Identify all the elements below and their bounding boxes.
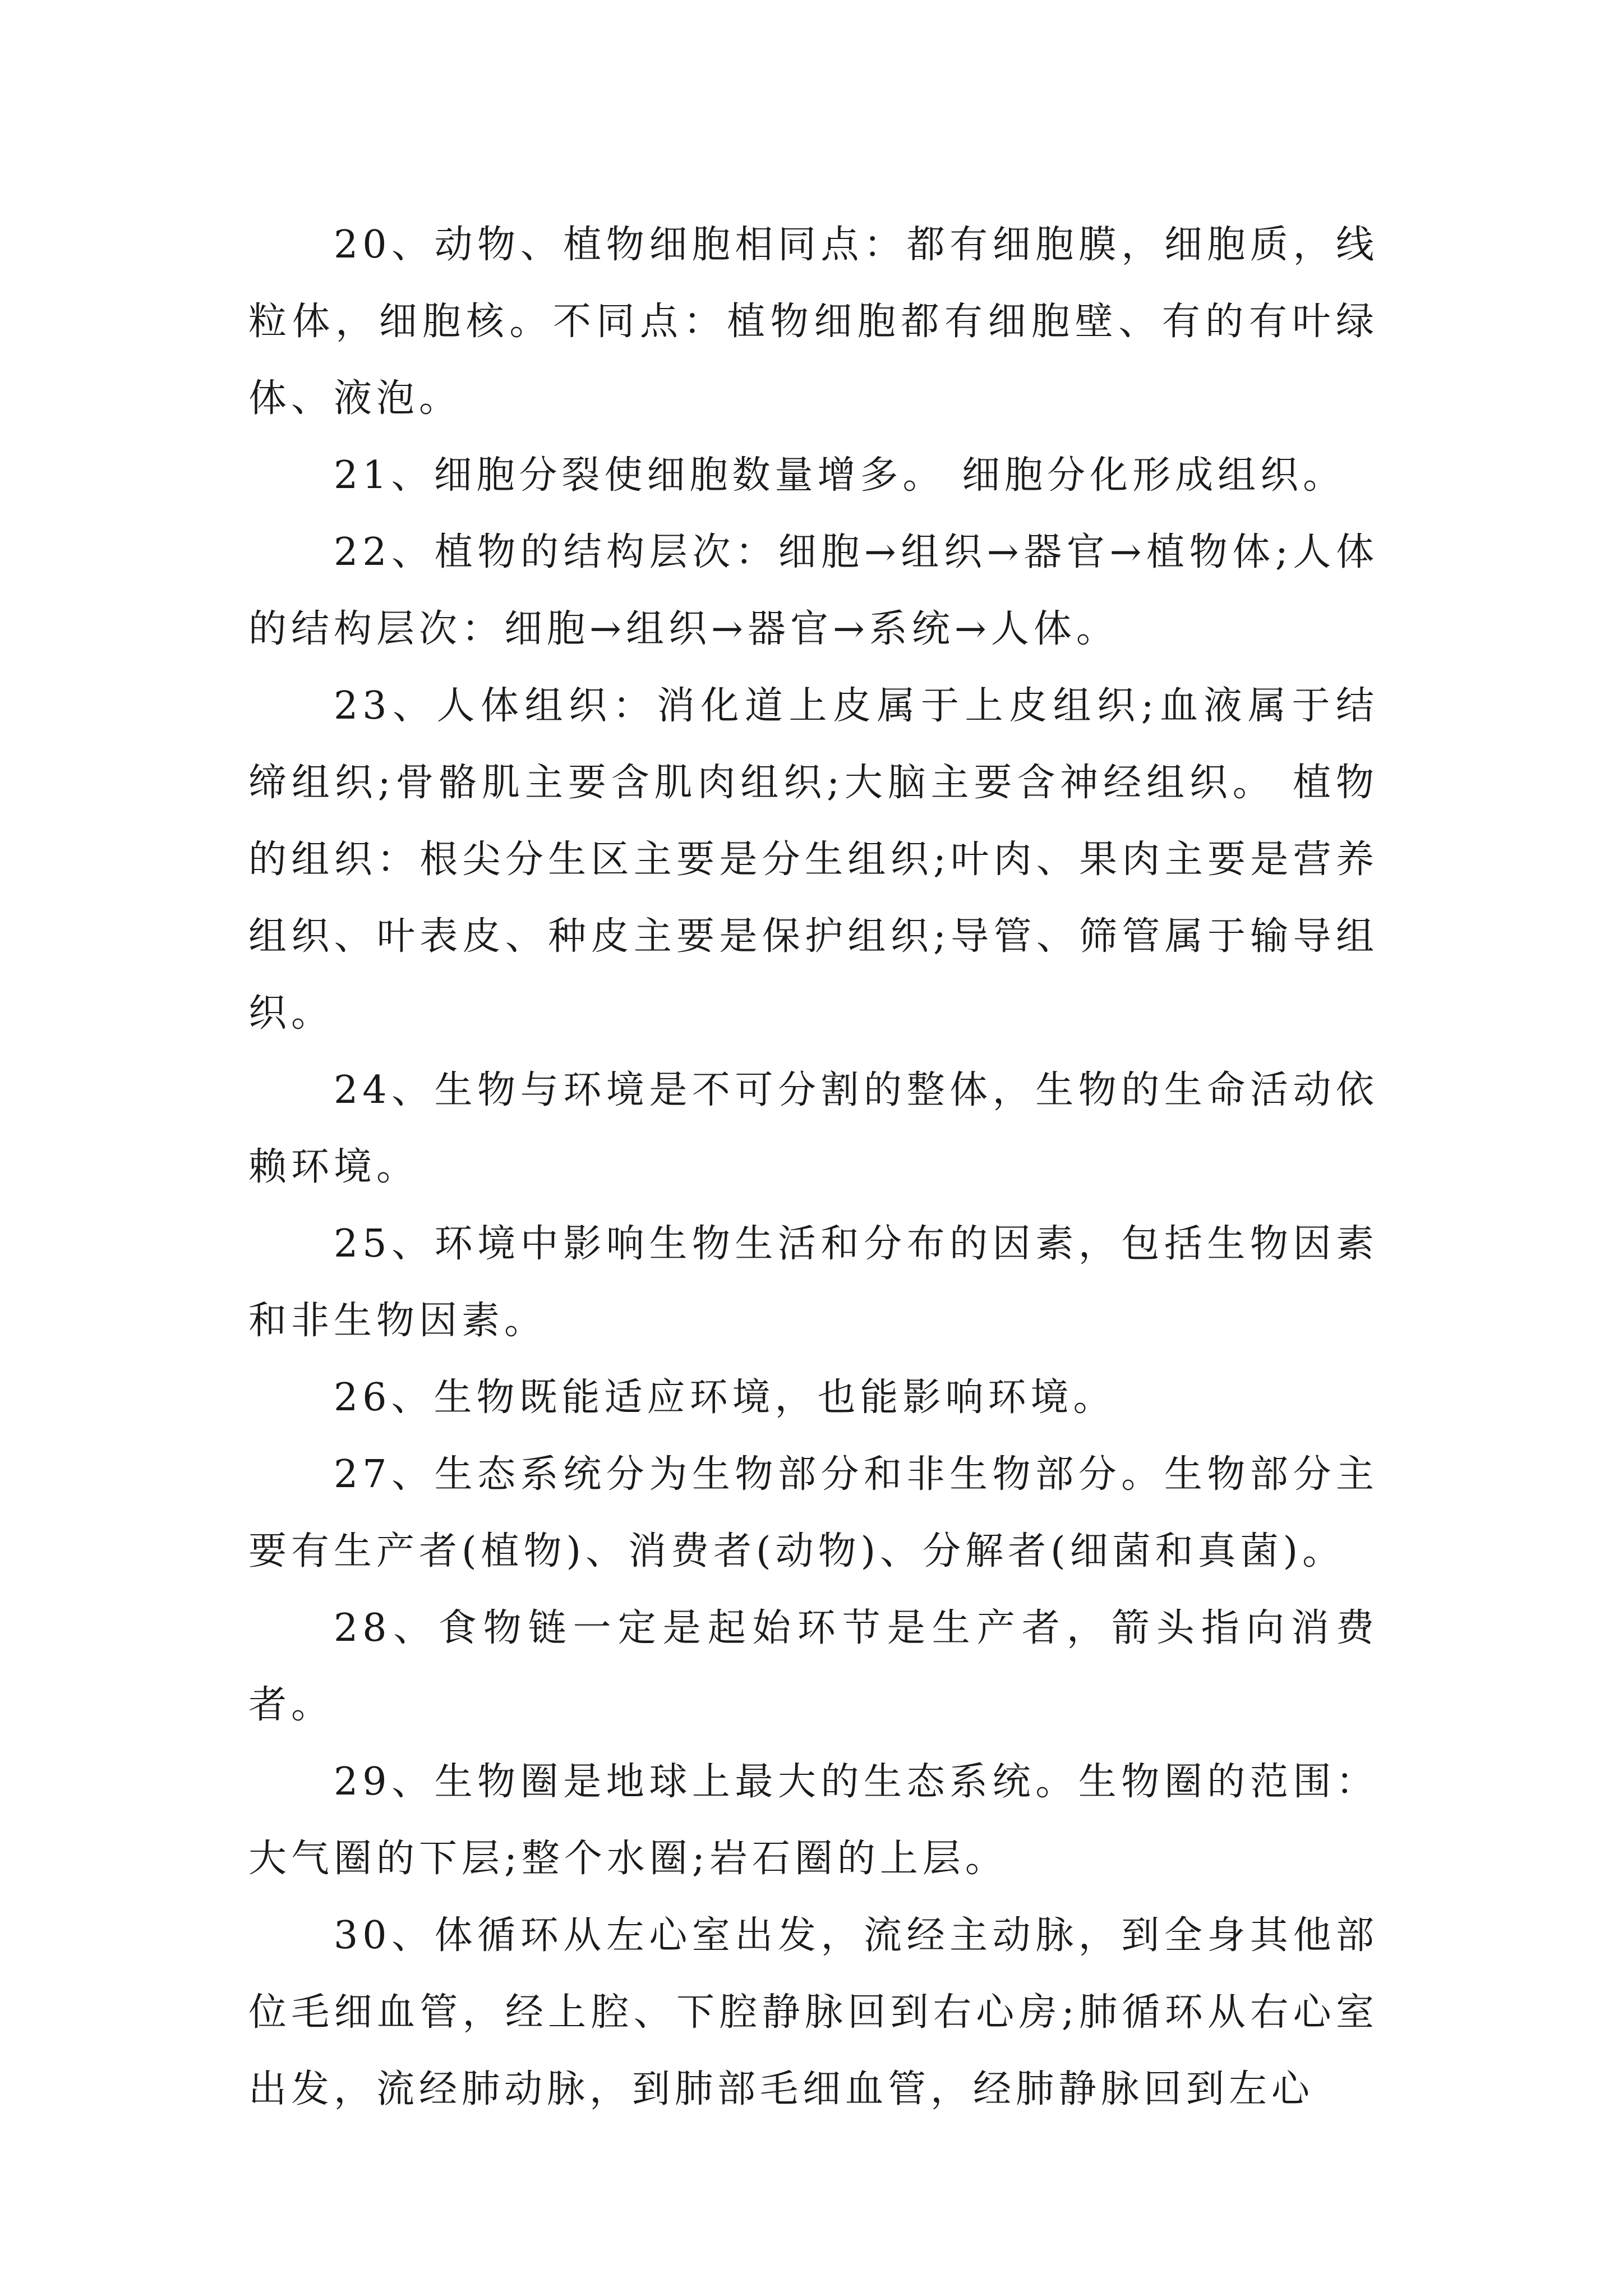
paragraph-29: 29、生物圈是地球上最大的生态系统。生物圈的范围：大气圈的下层;整个水圈;岩石圈的上层。	[248, 1760, 1378, 1881]
paragraph-20: 20、动物、植物细胞相同点：都有细胞膜，细胞质，线粒体，细胞核。不同点：植物细胞都有细胞壁、有的有叶绿体、液泡。	[248, 223, 1378, 421]
paragraph-25: 25、环境中影响生物生活和分布的因素，包括生物因素和非生物因素。	[248, 1222, 1378, 1343]
paragraph-24: 24、生物与环境是不可分割的整体，生物的生命活动依赖环境。	[248, 1068, 1378, 1189]
paragraph-21: 21、细胞分裂使细胞数量增多。 细胞分化形成组织。	[334, 453, 1346, 498]
paragraph-28: 28、食物链一定是起始环节是生产者，箭头指向消费者。	[248, 1606, 1378, 1727]
paragraph-26: 26、生物既能适应环境，也能影响环境。	[334, 1375, 1116, 1420]
paragraph-23: 23、人体组织：消化道上皮属于上皮组织;血液属于结缔组织;骨骼肌主要含肌肉组织;大脑主要含神经组织。 植物的组织：根尖分生区主要是分生组织;叶肉、果肉主要是营养组织、叶表皮、种皮主要是保护组织;导管、筛管属于输导组织。	[248, 684, 1378, 1036]
paragraph-30: 30、体循环从左心室出发，流经主动脉，到全身其他部位毛细血管，经上腔、下腔静脉回到右心房;肺循环从右心室出发，流经肺动脉，到肺部毛细血管，经肺静脉回到左心	[248, 1913, 1378, 2111]
paragraph-27: 27、生态系统分为生物部分和非生物部分。生物部分主要有生产者(植物)、消费者(动物)、分解者(细菌和真菌)。	[248, 1452, 1378, 1573]
document-body	[248, 206, 1378, 2128]
paragraph-22: 22、植物的结构层次：细胞→组织→器官→植物体;人体的结构层次：细胞→组织→器官→系统→人体。	[248, 530, 1378, 651]
